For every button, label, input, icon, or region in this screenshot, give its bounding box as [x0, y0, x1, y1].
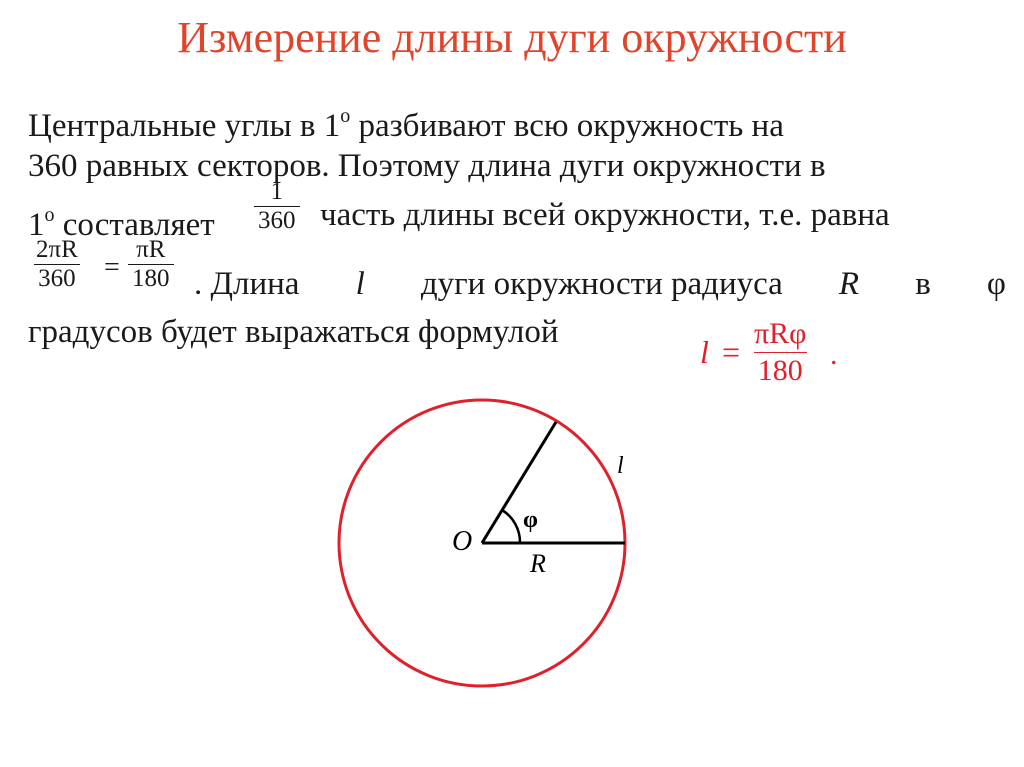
degree-symbol: о: [340, 105, 351, 127]
formula-fraction: [750, 316, 810, 389]
fraction-2piR-over-360: [32, 236, 82, 293]
text-line-4: [194, 264, 1006, 304]
formula-denominator: 180: [754, 352, 807, 389]
arc-label: l: [617, 453, 624, 479]
text-line-3-b: составляет: [54, 207, 215, 243]
slide-title: Измерение длины дуги окружности: [177, 13, 847, 62]
circle-diagram: [330, 390, 650, 700]
text-line-3-c: часть длины всей окружности, т.е. равна: [320, 197, 890, 233]
text-line-4-a: . Длина: [194, 266, 300, 302]
text-line-5: градусов будет выражаться формулой: [28, 314, 559, 350]
fraction-one-over-360: [254, 178, 300, 235]
radius-symbol: R: [838, 266, 860, 302]
angle-symbol: φ: [986, 266, 1006, 302]
text-line-4-c: в: [915, 266, 931, 302]
angle-arc: [502, 510, 520, 543]
fraction-numerator: πR: [136, 236, 166, 263]
fraction-denominator: 360: [254, 206, 300, 235]
arc-length-symbol: l: [355, 266, 365, 302]
angle-label: φ: [523, 507, 538, 533]
fraction-numerator: 2πR: [36, 236, 78, 263]
center-label: O: [452, 526, 473, 557]
equals-sign: =: [104, 252, 120, 283]
text-line-1-b: разбивают всю окружность на: [350, 108, 784, 144]
radius-label: R: [530, 549, 546, 578]
angle-radius-line: [482, 422, 556, 543]
fraction-denominator: 360: [34, 264, 80, 293]
text-line-3-a: 1: [28, 207, 45, 243]
text-line-1-a: Центральные углы в 1: [28, 108, 341, 144]
text-line-1: [28, 96, 784, 146]
text-line-2: 360 равных секторов. Поэтому длина дуги окружности в: [28, 148, 826, 184]
degree-symbol: о: [44, 204, 55, 226]
fraction-piR-over-180: [128, 236, 174, 293]
text-line-4-b: дуги окружности радиуса: [420, 266, 783, 302]
fraction-numerator: 1: [270, 178, 283, 205]
formula-period: .: [830, 338, 838, 371]
formula-lhs: l: [700, 334, 709, 370]
fraction-denominator: 180: [128, 264, 174, 293]
formula-equals: =: [722, 334, 741, 370]
formula-numerator: πRφ: [754, 317, 807, 350]
